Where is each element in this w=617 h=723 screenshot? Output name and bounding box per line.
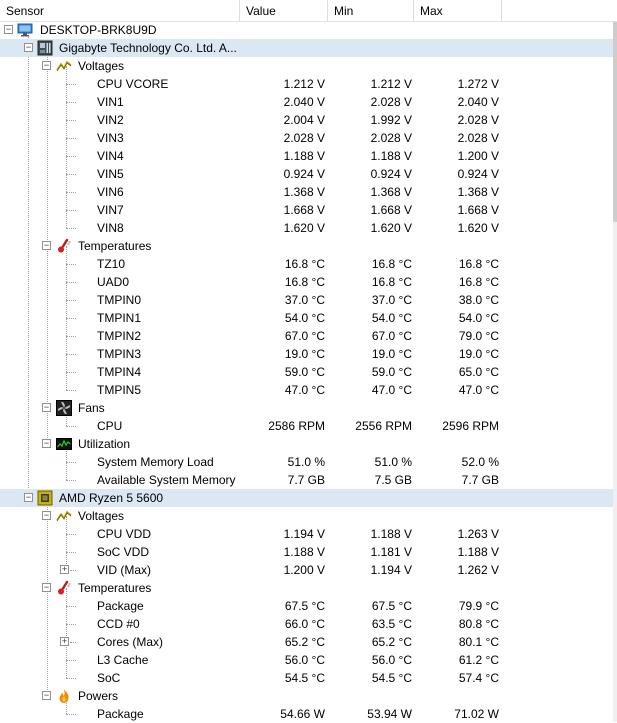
reading-min: 1.181 V <box>370 545 412 559</box>
tree-connector <box>66 84 76 85</box>
sensor-row[interactable] <box>0 327 613 345</box>
tree-node-group[interactable] <box>0 579 613 597</box>
tree-connector <box>66 354 76 355</box>
reading-value: 2.040 V <box>283 95 325 109</box>
reading-max: 1.368 V <box>457 185 499 199</box>
sensor-label: AMD Ryzen 5 5600 <box>59 491 164 505</box>
sensor-row[interactable] <box>0 417 613 435</box>
reading-min: 65.2 °C <box>371 635 412 649</box>
reading-value: 2586 RPM <box>268 419 325 433</box>
sensor-label: Available System Memory <box>97 473 236 487</box>
reading-min: 16.8 °C <box>371 275 412 289</box>
sensor-row[interactable] <box>0 75 613 93</box>
sensor-label: VID (Max) <box>97 563 151 577</box>
reading-value: 1.668 V <box>283 203 325 217</box>
sensor-row[interactable] <box>0 273 613 291</box>
reading-max: 1.620 V <box>457 221 499 235</box>
reading-max: 71.02 W <box>454 707 499 721</box>
reading-value: 1.620 V <box>283 221 325 235</box>
tree-connector <box>66 336 76 337</box>
reading-min: 59.0 °C <box>371 365 412 379</box>
reading-max: 80.8 °C <box>458 617 499 631</box>
voltage-icon <box>56 508 72 524</box>
reading-value: 67.0 °C <box>284 329 325 343</box>
tree-connector <box>66 120 76 121</box>
sensor-label: VIN3 <box>97 131 124 145</box>
sensor-label: SoC VDD <box>97 545 150 559</box>
reading-min: 2.028 V <box>370 95 412 109</box>
reading-min: 54.0 °C <box>371 311 412 325</box>
power-flame-icon <box>56 688 72 704</box>
tree-node-device[interactable] <box>0 39 613 57</box>
reading-max: 79.9 °C <box>458 599 499 613</box>
tree-connector <box>66 606 76 607</box>
reading-value: 67.5 °C <box>284 599 325 613</box>
sensor-label: Package <box>97 599 144 613</box>
sensor-row[interactable] <box>0 111 613 129</box>
tree-connector <box>66 534 76 535</box>
collapse-toggle[interactable]: − <box>43 690 50 700</box>
sensor-row[interactable] <box>0 255 613 273</box>
tree-node-group[interactable] <box>0 399 613 417</box>
sensor-row[interactable] <box>0 561 613 579</box>
tree-node-device[interactable] <box>0 489 613 507</box>
reading-min: 1.188 V <box>370 149 412 163</box>
sensor-row[interactable] <box>0 93 613 111</box>
sensor-row[interactable] <box>0 183 613 201</box>
collapse-toggle[interactable]: − <box>43 582 50 592</box>
reading-value: 54.66 W <box>280 707 325 721</box>
sensor-row[interactable] <box>0 651 613 669</box>
reading-max: 1.188 V <box>457 545 499 559</box>
tree-connector <box>66 138 76 139</box>
reading-min: 19.0 °C <box>371 347 412 361</box>
tree-connector <box>66 480 76 481</box>
motherboard-icon <box>37 40 53 56</box>
sensor-row[interactable] <box>0 453 613 471</box>
sensor-label: L3 Cache <box>97 653 149 667</box>
sensor-label: VIN7 <box>97 203 124 217</box>
reading-max: 52.0 % <box>461 455 499 469</box>
reading-value: 37.0 °C <box>284 293 325 307</box>
reading-max: 47.0 °C <box>458 383 499 397</box>
tree-node-group[interactable] <box>0 687 613 705</box>
sensor-label: Voltages <box>78 59 125 73</box>
reading-value: 1.194 V <box>283 527 325 541</box>
tree-connector <box>66 174 76 175</box>
collapse-toggle[interactable]: − <box>43 438 50 448</box>
sensor-label: Powers <box>78 689 119 703</box>
reading-value: 51.0 % <box>287 455 325 469</box>
reading-min: 63.5 °C <box>371 617 412 631</box>
reading-max: 1.668 V <box>457 203 499 217</box>
tree-connector <box>66 426 76 427</box>
collapse-toggle[interactable]: − <box>43 510 50 520</box>
sensor-label: TMPIN0 <box>97 293 142 307</box>
sensor-label: VIN6 <box>97 185 124 199</box>
cpu-chip-icon <box>37 490 53 506</box>
reading-max: 65.0 °C <box>458 365 499 379</box>
sensor-label: CCD #0 <box>97 617 140 631</box>
collapse-toggle[interactable]: − <box>25 42 32 52</box>
reading-max: 1.272 V <box>457 77 499 91</box>
column-header-max[interactable]: Max <box>414 0 502 21</box>
reading-min: 7.5 GB <box>374 473 412 487</box>
reading-max: 80.1 °C <box>458 635 499 649</box>
reading-value: 65.2 °C <box>284 635 325 649</box>
reading-max: 16.8 °C <box>458 257 499 271</box>
sensor-row[interactable] <box>0 129 613 147</box>
reading-min: 51.0 % <box>374 455 412 469</box>
reading-max: 2596 RPM <box>442 419 499 433</box>
sensor-label: CPU <box>97 419 123 433</box>
tree-connector <box>66 228 76 229</box>
reading-min: 37.0 °C <box>371 293 412 307</box>
reading-max: 7.7 GB <box>461 473 499 487</box>
sensor-label: TMPIN5 <box>97 383 142 397</box>
sensor-row[interactable] <box>0 633 613 651</box>
reading-max: 54.0 °C <box>458 311 499 325</box>
sensor-row[interactable] <box>0 471 613 489</box>
reading-max: 2.028 V <box>457 131 499 145</box>
sensor-label: TMPIN2 <box>97 329 142 343</box>
sensor-label: Cores (Max) <box>97 635 164 649</box>
reading-max: 1.263 V <box>457 527 499 541</box>
sensor-label: SoC <box>97 671 121 685</box>
reading-max: 2.040 V <box>457 95 499 109</box>
reading-value: 16.8 °C <box>284 275 325 289</box>
reading-max: 61.2 °C <box>458 653 499 667</box>
sensor-row[interactable] <box>0 615 613 633</box>
reading-max: 2.028 V <box>457 113 499 127</box>
voltage-icon <box>56 58 72 74</box>
reading-max: 1.200 V <box>457 149 499 163</box>
reading-min: 2.028 V <box>370 131 412 145</box>
tree-connector <box>66 102 76 103</box>
sensor-row[interactable] <box>0 705 613 723</box>
reading-value: 1.212 V <box>283 77 325 91</box>
reading-min: 1.368 V <box>370 185 412 199</box>
sensor-label: TZ10 <box>97 257 126 271</box>
reading-min: 67.0 °C <box>371 329 412 343</box>
sensor-label: CPU VCORE <box>97 77 169 91</box>
reading-max: 1.262 V <box>457 563 499 577</box>
tree-connector <box>66 462 76 463</box>
reading-min: 54.5 °C <box>371 671 412 685</box>
reading-max: 57.4 °C <box>458 671 499 685</box>
reading-max: 79.0 °C <box>458 329 499 343</box>
column-header <box>0 0 617 22</box>
tree-connector <box>70 642 76 643</box>
column-header-value[interactable]: Value <box>240 0 328 21</box>
reading-min: 1.668 V <box>370 203 412 217</box>
utilization-icon <box>56 436 72 452</box>
sensor-row[interactable] <box>0 345 613 363</box>
column-header-sensor[interactable]: Sensor <box>0 0 240 21</box>
reading-value: 66.0 °C <box>284 617 325 631</box>
tree-connector <box>66 714 76 715</box>
tree-node-group[interactable] <box>0 507 613 525</box>
tree-connector <box>66 552 76 553</box>
collapse-toggle[interactable]: − <box>25 492 32 502</box>
tree-connector <box>66 282 76 283</box>
sensor-label: Temperatures <box>78 239 152 253</box>
reading-value: 7.7 GB <box>287 473 325 487</box>
reading-min: 67.5 °C <box>371 599 412 613</box>
tree-connector <box>66 390 76 391</box>
sensor-label: VIN2 <box>97 113 124 127</box>
reading-value: 1.188 V <box>283 149 325 163</box>
reading-value: 19.0 °C <box>284 347 325 361</box>
sensor-label: Fans <box>78 401 105 415</box>
sensor-label: DESKTOP-BRK8U9D <box>40 23 157 37</box>
sensor-label: Voltages <box>78 509 125 523</box>
sensor-label: VIN1 <box>97 95 124 109</box>
reading-value: 47.0 °C <box>284 383 325 397</box>
reading-value: 2.028 V <box>283 131 325 145</box>
tree-node-group[interactable] <box>0 57 613 75</box>
reading-value: 1.200 V <box>283 563 325 577</box>
tree-connector <box>66 264 76 265</box>
scrollbar-thumb[interactable] <box>613 22 617 222</box>
tree-node-root[interactable] <box>0 21 613 39</box>
sensor-row[interactable] <box>0 525 613 543</box>
collapse-toggle[interactable]: − <box>43 240 50 250</box>
reading-min: 1.992 V <box>370 113 412 127</box>
fan-icon <box>56 400 72 416</box>
thermometer-icon <box>56 238 72 254</box>
tree-connector <box>66 624 76 625</box>
sensor-row[interactable] <box>0 309 613 327</box>
collapse-toggle[interactable]: − <box>43 402 50 412</box>
sensor-label: Package <box>97 707 144 721</box>
sensor-row[interactable] <box>0 669 613 687</box>
sensor-row[interactable] <box>0 381 613 399</box>
reading-value: 54.0 °C <box>284 311 325 325</box>
expand-toggle[interactable]: + <box>61 564 68 574</box>
tree-connector <box>66 372 76 373</box>
collapse-toggle[interactable]: − <box>43 60 50 70</box>
sensor-row[interactable] <box>0 291 613 309</box>
reading-value: 1.188 V <box>283 545 325 559</box>
reading-value: 56.0 °C <box>284 653 325 667</box>
reading-min: 56.0 °C <box>371 653 412 667</box>
reading-max: 19.0 °C <box>458 347 499 361</box>
reading-min: 2556 RPM <box>355 419 412 433</box>
sensor-label: System Memory Load <box>97 455 214 469</box>
reading-min: 1.212 V <box>370 77 412 91</box>
sensor-label: TMPIN1 <box>97 311 142 325</box>
reading-min: 1.188 V <box>370 527 412 541</box>
reading-value: 0.924 V <box>283 167 325 181</box>
tree-connector <box>70 570 76 571</box>
sensor-label: TMPIN4 <box>97 365 142 379</box>
thermometer-icon <box>56 580 72 596</box>
tree-connector <box>66 192 76 193</box>
sensor-row[interactable] <box>0 147 613 165</box>
tree-connector <box>66 318 76 319</box>
tree-connector <box>66 660 76 661</box>
sensor-label: CPU VDD <box>97 527 152 541</box>
sensor-row[interactable] <box>0 219 613 237</box>
sensor-row[interactable] <box>0 363 613 381</box>
sensor-label: Temperatures <box>78 581 152 595</box>
sensor-row[interactable] <box>0 597 613 615</box>
tree-connector <box>66 210 76 211</box>
sensor-label: Gigabyte Technology Co. Ltd. A... <box>59 41 237 55</box>
reading-value: 2.004 V <box>283 113 325 127</box>
reading-value: 1.368 V <box>283 185 325 199</box>
reading-max: 0.924 V <box>457 167 499 181</box>
reading-value: 54.5 °C <box>284 671 325 685</box>
computer-icon <box>17 22 33 38</box>
collapse-toggle[interactable]: − <box>5 24 12 34</box>
sensor-label: VIN5 <box>97 167 124 181</box>
reading-min: 47.0 °C <box>371 383 412 397</box>
sensor-row[interactable] <box>0 543 613 561</box>
reading-max: 38.0 °C <box>458 293 499 307</box>
sensor-label: TMPIN3 <box>97 347 142 361</box>
reading-min: 1.620 V <box>370 221 412 235</box>
reading-min: 1.194 V <box>370 563 412 577</box>
reading-min: 53.94 W <box>367 707 412 721</box>
tree-node-group[interactable] <box>0 237 613 255</box>
tree-node-group[interactable] <box>0 435 613 453</box>
sensor-label: VIN4 <box>97 149 124 163</box>
reading-min: 0.924 V <box>370 167 412 181</box>
tree-connector <box>66 156 76 157</box>
expand-toggle[interactable]: + <box>61 636 68 646</box>
sensor-label: UAD0 <box>97 275 130 289</box>
sensor-label: VIN8 <box>97 221 124 235</box>
reading-max: 16.8 °C <box>458 275 499 289</box>
tree-connector <box>66 678 76 679</box>
tree-connector <box>66 300 76 301</box>
sensor-row[interactable] <box>0 201 613 219</box>
column-header-min[interactable]: Min <box>328 0 414 21</box>
sensor-label: Utilization <box>78 437 131 451</box>
sensor-row[interactable] <box>0 165 613 183</box>
reading-value: 16.8 °C <box>284 257 325 271</box>
reading-min: 16.8 °C <box>371 257 412 271</box>
reading-value: 59.0 °C <box>284 365 325 379</box>
